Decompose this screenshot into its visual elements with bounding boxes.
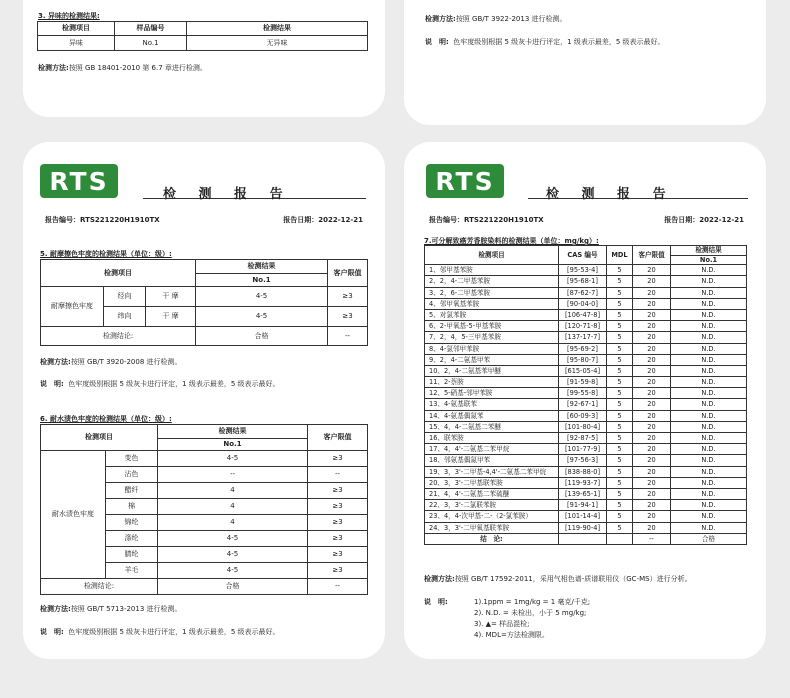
note-text: 色牢度级别根据 5 级灰卡进行评定，1 级表示最差，5 级表示最好。 — [68, 380, 280, 388]
report-title: 检 测 报 告 — [546, 187, 675, 202]
table-cell: 涤纶 — [106, 531, 158, 547]
table-cell: 20 — [633, 309, 671, 320]
table-cell: 8、4-氯邻甲苯胺 — [425, 343, 559, 354]
method-line — [40, 357, 182, 367]
table-cell: 11、2-萘胺 — [425, 377, 559, 388]
table-header: 检测项目 — [425, 246, 559, 265]
table-cell: N.D. — [671, 377, 747, 388]
table-cell: ≥3 — [328, 307, 368, 327]
table-cell: 20 — [633, 298, 671, 309]
table-row — [425, 321, 747, 332]
table-cell: ≥3 — [308, 451, 368, 467]
table-cell: N.D. — [671, 298, 747, 309]
table-cell: 20 — [633, 511, 671, 522]
table-row — [425, 298, 747, 309]
table-row — [425, 455, 747, 466]
table-cell: ≥3 — [308, 515, 368, 531]
table-cell: N.D. — [671, 309, 747, 320]
section7-title: 7.可分解致癌芳香胺染料的检测结果（单位：mg/kg）: — [424, 237, 599, 245]
method-line — [38, 63, 207, 73]
method-label: 检测方法: — [38, 64, 69, 72]
table-cell: 醋纤 — [106, 483, 158, 499]
table-cell: 无异味 — [187, 36, 368, 51]
table-cell: 20 — [633, 365, 671, 376]
table-cell: [101-14-4] — [559, 511, 607, 522]
section3-title: 3. 异味的检测结果: — [38, 12, 100, 20]
conclusion-label: 结 论: — [425, 533, 559, 544]
table-cell: 20 — [633, 444, 671, 455]
water-spotting-fastness-table — [40, 424, 368, 595]
table-cell: 20 — [633, 276, 671, 287]
table-cell: N.D. — [671, 399, 747, 410]
table-cell: N.D. — [671, 466, 747, 477]
table-cell: 17、4，4'-二氨基二苯甲烷 — [425, 444, 559, 455]
table-cell: 20 — [633, 410, 671, 421]
table-cell: 21、4，4'-二氨基二苯硫醚 — [425, 488, 559, 499]
table-cell: 9、2，4-二氨基甲苯 — [425, 354, 559, 365]
table-cell: 6、2-甲氧基-5-甲基苯胺 — [425, 321, 559, 332]
table-cell: 5 — [607, 276, 633, 287]
table-cell: 4-5 — [196, 287, 328, 307]
table-cell: 23、4，4-次甲基-二-（2-氯苯胺） — [425, 511, 559, 522]
table-header: No.1 — [158, 439, 308, 451]
table-row — [425, 421, 747, 432]
table-cell: 20 — [633, 433, 671, 444]
table-cell: 纬向 — [104, 307, 146, 327]
note-line — [40, 379, 280, 389]
table-row — [425, 466, 747, 477]
table-cell: 1、邻甲基苯胺 — [425, 265, 559, 276]
table-cell: [101-77-9] — [559, 444, 607, 455]
table-cell: 5 — [607, 332, 633, 343]
table-cell: 变色 — [106, 451, 158, 467]
table-row — [425, 265, 747, 276]
table-cell: 5 — [607, 287, 633, 298]
table-header: MDL — [607, 246, 633, 265]
table-cell: 20 — [633, 455, 671, 466]
table-cell: 24、3，3'-二甲氧基联苯胺 — [425, 522, 559, 533]
table-cell: [91-59-8] — [559, 377, 607, 388]
table-cell: N.D. — [671, 433, 747, 444]
table-cell: 22、3，3'-二氯联苯胺 — [425, 500, 559, 511]
table-cell: 5 — [607, 511, 633, 522]
table-cell: 5 — [607, 377, 633, 388]
table-row — [425, 388, 747, 399]
table-cell: 5 — [607, 354, 633, 365]
report-number: 报告编号：RTS221220H1910TX — [45, 216, 160, 224]
table-cell: 4-5 — [158, 563, 308, 579]
table-cell: [95-80-7] — [559, 354, 607, 365]
table-cell: 20 — [633, 343, 671, 354]
table-cell: N.D. — [671, 488, 747, 499]
table-cell: 4 — [158, 499, 308, 515]
table-cell: 18、邻氨基偶氮甲苯 — [425, 455, 559, 466]
table-row — [425, 488, 747, 499]
section5-title: 5. 耐摩擦色牢度的检测结果（单位：级）: — [40, 250, 172, 258]
table-cell: N.D. — [671, 332, 747, 343]
table-cell: 5 — [607, 388, 633, 399]
table-cell: [106-47-8] — [559, 309, 607, 320]
table-cell: 5 — [607, 410, 633, 421]
table-cell: 20 — [633, 466, 671, 477]
table-cell: N.D. — [671, 287, 747, 298]
table-cell: 14、4-氨基偶氮苯 — [425, 410, 559, 421]
table-cell: 20 — [633, 522, 671, 533]
card-report-left — [23, 142, 385, 659]
table-cell: 20、3，3'-二甲基联苯胺 — [425, 477, 559, 488]
card-report-right — [404, 142, 766, 659]
table-cell: 5 — [607, 265, 633, 276]
table-row — [425, 511, 747, 522]
rts-logo: RTS — [40, 164, 118, 198]
table-header: 检测结果 — [187, 22, 368, 36]
method-text: 按照 GB/T 3920-2008 进行检测。 — [70, 358, 182, 366]
table-cell: 5 — [607, 321, 633, 332]
table-cell: 沾色 — [106, 467, 158, 483]
table-row — [425, 365, 747, 376]
table-cell: N.D. — [671, 444, 747, 455]
table-cell: 20 — [633, 500, 671, 511]
conclusion-value: 合格 — [158, 579, 308, 595]
table-cell: 20 — [633, 399, 671, 410]
table-cell: 棉 — [106, 499, 158, 515]
table-cell: 干 摩 — [146, 287, 196, 307]
note-item: 1).1ppm = 1mg/kg = 1 毫克/千克; — [474, 598, 591, 606]
table-cell: [120-71-8] — [559, 321, 607, 332]
table-header: 检测结果 — [196, 260, 328, 274]
table-cell: N.D. — [671, 477, 747, 488]
table-cell: 5 — [607, 522, 633, 533]
note-label: 说 明: — [425, 38, 449, 46]
method-label: 检测方法: — [424, 575, 455, 583]
table-row — [425, 276, 747, 287]
table-row — [425, 477, 747, 488]
table-header: 检测结果 — [158, 425, 308, 439]
table-cell: [95-69-2] — [559, 343, 607, 354]
table-cell: 12、5-硝基-邻甲苯胺 — [425, 388, 559, 399]
table-row — [425, 433, 747, 444]
table-cell: 4、邻甲氧基苯胺 — [425, 298, 559, 309]
table-cell: 13、4-氨基联苯 — [425, 399, 559, 410]
table-row — [425, 343, 747, 354]
note-item: 4). MDL=方法检测限。 — [474, 631, 549, 639]
table-row — [425, 354, 747, 365]
table-cell: 4 — [158, 515, 308, 531]
method-line — [425, 14, 567, 24]
conclusion-label: 检测结论: — [41, 327, 196, 346]
conclusion-limit: -- — [308, 579, 368, 595]
table-cell: [95-68-1] — [559, 276, 607, 287]
table-cell: [615-05-4] — [559, 365, 607, 376]
table-cell: 5 — [607, 433, 633, 444]
table-cell: 20 — [633, 321, 671, 332]
table-cell: 经向 — [104, 287, 146, 307]
table-cell: N.D. — [671, 500, 747, 511]
table-cell: 5 — [607, 444, 633, 455]
table-cell: N.D. — [671, 511, 747, 522]
table-header: 样品编号 — [115, 22, 187, 36]
table-cell: 20 — [633, 354, 671, 365]
table-cell: [101-80-4] — [559, 421, 607, 432]
table-cell: [97-56-3] — [559, 455, 607, 466]
table-cell: N.D. — [671, 276, 747, 287]
table-cell: 5 — [607, 421, 633, 432]
table-cell: 4-5 — [196, 307, 328, 327]
method-line — [40, 604, 182, 614]
table-cell: 锦纶 — [106, 515, 158, 531]
table-cell: 20 — [633, 488, 671, 499]
card-top-right — [404, 0, 766, 125]
table-cell: -- — [308, 467, 368, 483]
table-cell: [92-67-1] — [559, 399, 607, 410]
table-cell: No.1 — [115, 36, 187, 51]
table-cell: 2、2，4-二甲基苯胺 — [425, 276, 559, 287]
table-cell: 4 — [158, 483, 308, 499]
table-cell: 20 — [633, 388, 671, 399]
report-number: 报告编号：RTS221220H1910TX — [429, 216, 544, 224]
method-line — [424, 574, 692, 584]
table-row — [425, 332, 747, 343]
table-cell: 3、2，6-二甲基苯胺 — [425, 287, 559, 298]
table-cell: N.D. — [671, 354, 747, 365]
table-cell: [838-88-0] — [559, 466, 607, 477]
table-header: 检测项目 — [41, 425, 158, 451]
table-cell: 15、4，4-二氨基二苯醚 — [425, 421, 559, 432]
table-cell: 5 — [607, 500, 633, 511]
rubbing-fastness-table — [40, 259, 368, 346]
method-label: 检测方法: — [425, 15, 456, 23]
table-header: 客户限值 — [308, 425, 368, 451]
notes-list — [474, 597, 590, 641]
table-cell: N.D. — [671, 365, 747, 376]
table-cell: 19、3，3'-二甲基-4,4'-二氨基二苯甲烷 — [425, 466, 559, 477]
table-cell: 5 — [607, 466, 633, 477]
report-title: 检 测 报 告 — [163, 187, 292, 202]
table-cell: 5 — [607, 488, 633, 499]
conclusion-value: 合格 — [196, 327, 328, 346]
table-cell: ≥3 — [328, 287, 368, 307]
note-item: 2). N.D. = 未检出，小于 5 mg/kg; — [474, 609, 587, 617]
note-item: 3). ▲= 样品混检; — [474, 620, 530, 628]
table-cell: ≥3 — [308, 483, 368, 499]
table-row — [425, 287, 747, 298]
method-label: 检测方法: — [40, 605, 71, 613]
table-cell: 5 — [607, 309, 633, 320]
note-text: 色牢度级别根据 5 级灰卡进行评定，1 级表示最差，5 级表示最好。 — [68, 628, 280, 636]
table-cell: [95-53-4] — [559, 265, 607, 276]
note-line — [40, 627, 280, 637]
table-cell: [137-17-7] — [559, 332, 607, 343]
table-cell: [90-04-0] — [559, 298, 607, 309]
report-date: 报告日期：2022-12-21 — [283, 216, 363, 224]
note-line — [425, 37, 665, 47]
rts-logo: RTS — [426, 164, 504, 198]
section6-title: 6. 耐水渍色牢度的检测结果（单位：级）: — [40, 415, 172, 423]
table-cell: [119-90-4] — [559, 522, 607, 533]
table-header: 检测项目 — [38, 22, 115, 36]
table-cell: 羊毛 — [106, 563, 158, 579]
table-cell: 20 — [633, 377, 671, 388]
note-label: 说 明: — [424, 598, 448, 606]
method-label: 检测方法: — [40, 358, 71, 366]
table-cell: ≥3 — [308, 499, 368, 515]
table-cell: 5 — [607, 399, 633, 410]
table-header: 检测结果 — [671, 246, 747, 256]
table-row — [425, 377, 747, 388]
odor-table — [37, 21, 368, 51]
table-cell: 10、2，4-二氨基苯甲醚 — [425, 365, 559, 376]
table-cell: ≥3 — [308, 531, 368, 547]
table-cell: N.D. — [671, 455, 747, 466]
table-cell: 耐水渍色牢度 — [41, 451, 106, 579]
table-header: 客户限值 — [633, 246, 671, 265]
table-cell: N.D. — [671, 265, 747, 276]
table-cell: N.D. — [671, 388, 747, 399]
method-text: 按照 GB 18401-2010 第 6.7 章进行检测。 — [68, 64, 207, 72]
table-cell: 5 — [607, 477, 633, 488]
table-cell: ≥3 — [308, 547, 368, 563]
table-cell: 5、对氯苯胺 — [425, 309, 559, 320]
table-row — [425, 500, 747, 511]
table-cell: 4-5 — [158, 547, 308, 563]
table-cell: 耐摩擦色牢度 — [41, 287, 104, 327]
conclusion-limit: -- — [633, 533, 671, 544]
note-text: 色牢度级别根据 5 级灰卡进行评定，1 级表示最差，5 级表示最好。 — [453, 38, 665, 46]
aromatic-amine-table — [424, 245, 747, 545]
table-cell: [92-87-5] — [559, 433, 607, 444]
method-text: 按照 GB/T 3922-2013 进行检测。 — [455, 15, 567, 23]
note-label: 说 明: — [40, 628, 64, 636]
table-header: No.1 — [671, 256, 747, 265]
table-cell: ≥3 — [308, 563, 368, 579]
table-cell: 5 — [607, 455, 633, 466]
table-cell: 20 — [633, 265, 671, 276]
table-cell: 16、联苯胺 — [425, 433, 559, 444]
table-cell: N.D. — [671, 321, 747, 332]
table-row — [425, 444, 747, 455]
table-header: CAS 编号 — [559, 246, 607, 265]
table-header: 客户限值 — [328, 260, 368, 287]
note-label: 说 明: — [40, 380, 64, 388]
table-cell: 5 — [607, 343, 633, 354]
card-top-left — [23, 0, 385, 117]
method-text: 按照 GB/T 5713-2013 进行检测。 — [70, 605, 182, 613]
table-cell: [60-09-3] — [559, 410, 607, 421]
table-cell: 20 — [633, 421, 671, 432]
table-cell: 干 摩 — [146, 307, 196, 327]
table-cell: 5 — [607, 365, 633, 376]
conclusion-value: 合格 — [671, 533, 747, 544]
conclusion-limit: -- — [328, 327, 368, 346]
table-cell: N.D. — [671, 410, 747, 421]
table-cell: 20 — [633, 332, 671, 343]
table-cell: [99-55-8] — [559, 388, 607, 399]
table-cell: [91-94-1] — [559, 500, 607, 511]
table-header: No.1 — [196, 274, 328, 287]
method-text: 按照 GB/T 17592-2011，采用气相色谱-质谱联用仪（GC-MS）进行分析。 — [454, 575, 692, 583]
table-cell: 5 — [607, 298, 633, 309]
table-cell: -- — [158, 467, 308, 483]
table-cell: 4-5 — [158, 531, 308, 547]
table-cell: 20 — [633, 287, 671, 298]
report-date: 报告日期：2022-12-21 — [664, 216, 744, 224]
table-row — [425, 309, 747, 320]
table-row — [425, 522, 747, 533]
table-header: 检测项目 — [41, 260, 196, 287]
table-cell — [559, 533, 607, 544]
table-cell: N.D. — [671, 343, 747, 354]
table-cell: [139-65-1] — [559, 488, 607, 499]
table-cell: 4-5 — [158, 451, 308, 467]
table-row — [425, 399, 747, 410]
table-cell — [607, 533, 633, 544]
table-cell: N.D. — [671, 522, 747, 533]
table-cell: 腈纶 — [106, 547, 158, 563]
table-row — [425, 410, 747, 421]
table-cell: N.D. — [671, 421, 747, 432]
table-cell: [87-62-7] — [559, 287, 607, 298]
table-cell: 异味 — [38, 36, 115, 51]
note-line — [424, 597, 448, 607]
table-cell: [119-93-7] — [559, 477, 607, 488]
conclusion-label: 检测结论: — [41, 579, 158, 595]
table-cell: 20 — [633, 477, 671, 488]
table-cell: 7、2，4，5-三甲基苯胺 — [425, 332, 559, 343]
